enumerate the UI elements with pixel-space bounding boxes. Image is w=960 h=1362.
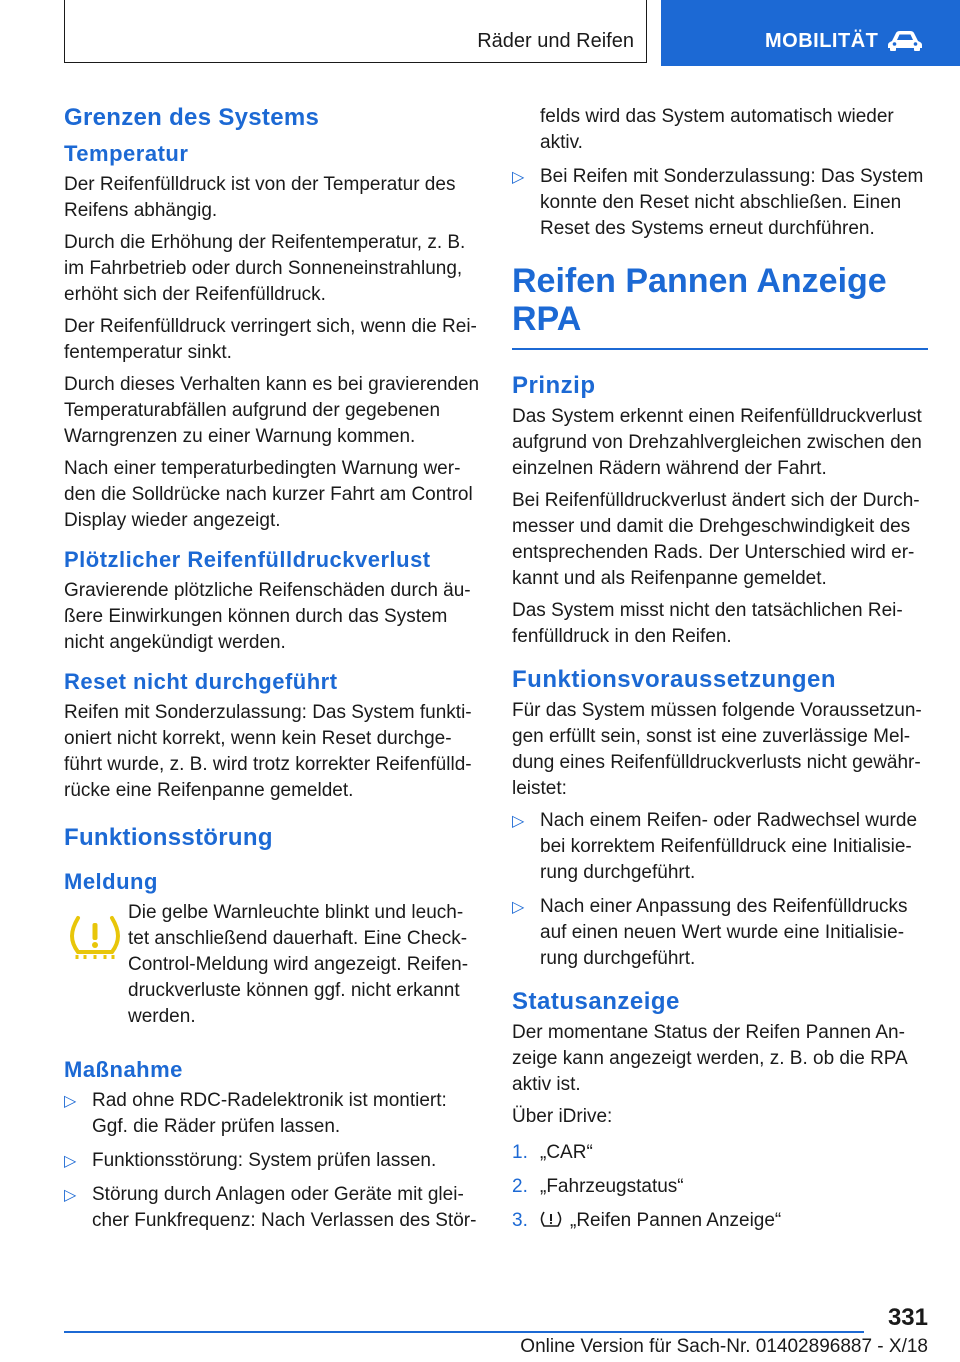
paragraph: Über iDrive: [512, 1106, 613, 1127]
left-column [64, 98, 484, 1242]
list-item: ▷ Rad ohne RDC-Radelektronik ist montiert: Ggf. die Räder prüfen lassen. [64, 1090, 447, 1137]
paragraph: Durch dieses Verhalten kann es bei gravierenden Temperaturabfällen aufgrund der gegebenen Warngrenzen zu einer Warnung kommen. [64, 374, 480, 447]
step-text: „CAR“ [540, 1142, 593, 1163]
step-text: „Reifen Pannen Anzeige“ [570, 1210, 782, 1231]
step-item [512, 1140, 932, 1166]
list-item: ▷ Nach einem Reifen- oder Radwechsel wurde bei korrektem Reifenfülldruck eine Initialisie-rung durchgeführt. [512, 810, 918, 883]
list-item: ▷ Störung durch Anlagen oder Geräte mit glei-cher Funkfrequenz: Nach Verlassen des Stör- [64, 1184, 477, 1231]
heading-status: Statusanzeige [512, 988, 680, 1015]
warning-block [64, 900, 484, 1030]
reset-list [512, 164, 932, 242]
list-item: ▷ Nach einer Anpassung des Reifenfülldrucks auf einen neuen Wert wurde eine Initialisie-rung durchgeführt. [512, 896, 908, 969]
footer-text: Online Version für Sach-Nr. 01402896887 - X/18 [520, 1336, 928, 1357]
bullet-triangle-icon: ▷ [64, 1093, 77, 1110]
paragraph: Das System erkennt einen Reifenfülldruckverlust aufgrund von Drehzahlvergleichen zwischen den einzelnen Rädern während der Fahrt. [512, 406, 922, 479]
warning-text: Die gelbe Warnleuchte blinkt und leuch-tet anschließend dauerhaft. Eine Check-Control-Meldung wird angezeigt. Reifen-druckverluste können ggf. nicht erkannt werden. [128, 902, 469, 1027]
list-item: ▷ Bei Reifen mit Sonderzulassung: Das System konnte den Reset nicht abschließen. Einen Reset des Systems erneut durchführen. [512, 166, 924, 239]
paragraph: Der Reifenfülldruck verringert sich, wenn die Rei-fentemperatur sinkt. [64, 316, 477, 363]
heading-reset-not-done: Reset nicht durchgeführt [64, 669, 338, 694]
paragraph: Das System misst nicht den tatsächlichen Rei-fenfülldruck in den Reifen. [512, 600, 903, 647]
header-section-title: Räder und Reifen [477, 30, 634, 52]
bullet-triangle-icon: ▷ [64, 1187, 77, 1204]
step-item [512, 1174, 932, 1200]
heading-divider [512, 348, 928, 350]
step-number: 3. [512, 1210, 528, 1231]
tpms-small-icon [540, 1209, 562, 1229]
heading-principle: Prinzip [512, 372, 596, 399]
paragraph: Der momentane Status der Reifen Pannen An-zeige kann angezeigt werden, z. B. ob die RPA aktiv ist. [512, 1022, 907, 1095]
footer-rule [64, 1331, 864, 1333]
step-text: „Fahrzeugstatus“ [540, 1176, 684, 1197]
action-list [64, 1088, 484, 1234]
page-footer [64, 1296, 928, 1362]
heading-temperature: Temperatur [64, 141, 189, 166]
bullet-triangle-icon: ▷ [512, 899, 525, 916]
heading-message: Meldung [64, 869, 158, 894]
heading-action: Maßnahme [64, 1057, 183, 1082]
step-number: 2. [512, 1176, 528, 1197]
bullet-triangle-icon: ▷ [512, 813, 525, 830]
paragraph: Nach einer temperaturbedingten Warnung wer-den die Solldrücke nach kurzer Fahrt am Control Display wieder angezeigt. [64, 458, 473, 531]
header-chapter-tab [661, 0, 960, 66]
paragraph: Gravierende plötzliche Reifenschäden durch äu-ßere Einwirkungen können durch das System nicht angekündigt werden. [64, 580, 471, 653]
step-number: 1. [512, 1142, 528, 1163]
page-number: 331 [887, 1304, 928, 1331]
heading-system-limits: Grenzen des Systems [64, 104, 320, 131]
car-icon [887, 28, 923, 52]
tpms-warning-icon [68, 912, 122, 960]
paragraph: Für das System müssen folgende Voraussetzun-gen erfüllt sein, sonst ist eine zuverlässige Mel-dung eines Reifenfülldruckverlusts nicht gewähr-leistet: [512, 700, 922, 799]
heading-sudden-pressure-loss: Plötzlicher Reifenfülldruckverlust [64, 547, 431, 572]
page-header [0, 0, 960, 66]
heading-rpa: Reifen Pannen Anzeige RPA [512, 262, 887, 338]
heading-requirements: Funktionsvoraussetzungen [512, 666, 837, 693]
header-section-box [64, 0, 647, 63]
list-item-continuation: felds wird das System automatisch wieder aktiv. [540, 106, 894, 153]
requirements-list [512, 808, 932, 972]
steps-list [512, 1140, 932, 1234]
bullet-triangle-icon: ▷ [64, 1153, 77, 1170]
paragraph: Reifen mit Sonderzulassung: Das System funkti-oniert nicht korrekt, wenn kein Reset durchge-führt wurde, z. B. wird trotz korrekter Reifenfülld-rücke eine Reifenpanne gemeldet. [64, 702, 472, 801]
list-item: ▷ Funktionsstörung: System prüfen lassen. [64, 1148, 484, 1174]
step-item [512, 1208, 932, 1234]
paragraph: Der Reifenfülldruck ist von der Temperatur des Reifens abhängig. [64, 174, 456, 221]
right-column [512, 98, 932, 1242]
heading-malfunction: Funktionsstörung [64, 824, 273, 851]
paragraph: Bei Reifenfülldruckverlust ändert sich der Durch-messer und damit die Drehgeschwindigkeit des entsprechenden Rads. Der Unterschied wird er-kannt und als Reifenpanne gemeldet. [512, 490, 920, 589]
header-chapter-label: MOBILITÄT [765, 30, 879, 52]
bullet-triangle-icon: ▷ [512, 169, 525, 186]
paragraph: Durch die Erhöhung der Reifentemperatur, z. B. im Fahrbetrieb oder durch Sonneneinstrahlung, erhöht sich der Reifenfülldruck. [64, 232, 466, 305]
